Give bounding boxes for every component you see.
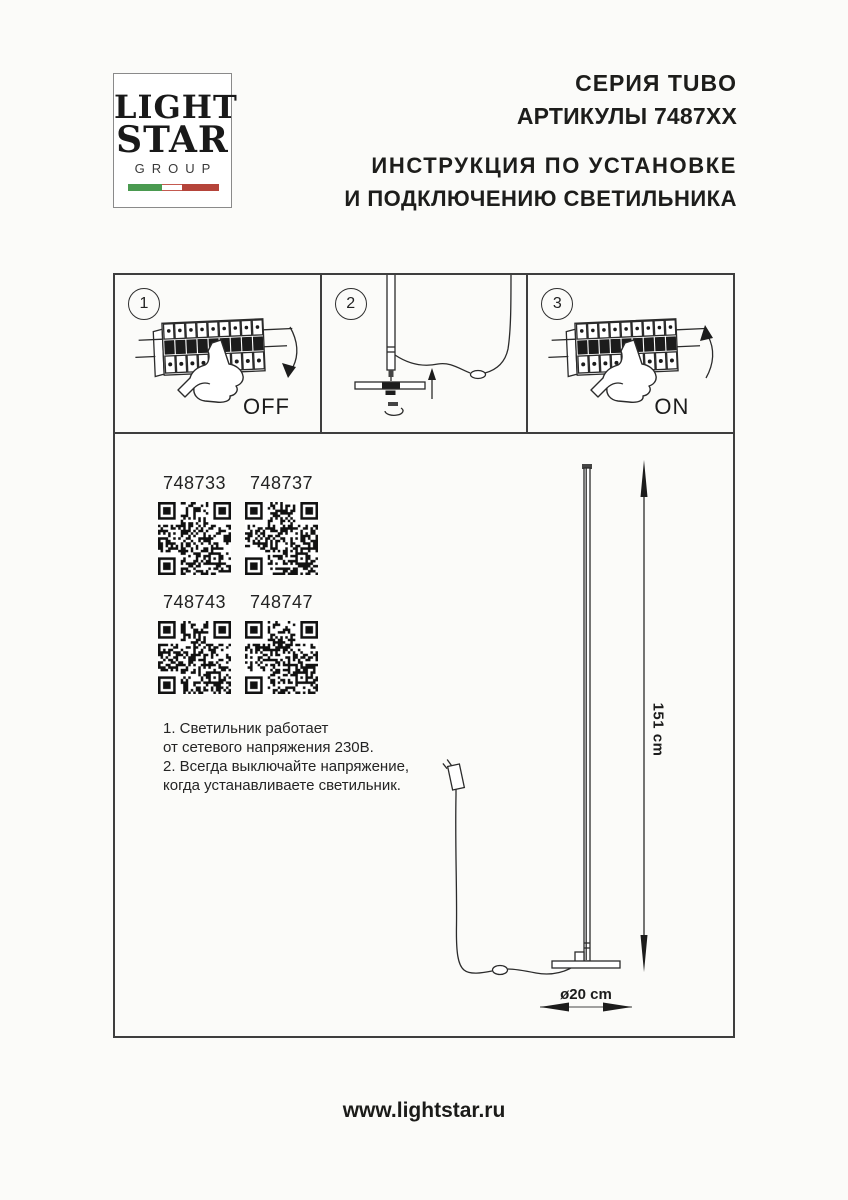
instruction-title-line2: И ПОДКЛЮЧЕНИЮ СВЕТИЛЬНИКА xyxy=(344,186,737,211)
product-qr-grid xyxy=(158,473,318,694)
qr-code xyxy=(245,621,318,694)
product-item xyxy=(245,473,318,575)
instruction-title-line1: ИНСТРУКЦИЯ ПО УСТАНОВКЕ xyxy=(371,153,737,178)
qr-code xyxy=(158,621,231,694)
flag-white-segment xyxy=(162,184,182,191)
articles-title: АРТИКУЛЫ 7487XX xyxy=(516,103,737,129)
step-number-badge: 3 xyxy=(541,288,573,320)
website-url: www.lightstar.ru xyxy=(342,1099,506,1122)
power-cord xyxy=(442,757,578,974)
power-plug xyxy=(442,757,464,791)
arrow-up-curved-icon xyxy=(700,325,713,378)
cord-switch xyxy=(470,371,485,379)
logo-word-light: LIGHT xyxy=(114,88,238,126)
step-panel-1 xyxy=(115,275,320,432)
qr-code xyxy=(158,502,231,575)
lamp-pole xyxy=(387,275,395,381)
note-line: когда устанавливаете светильник. xyxy=(163,777,401,794)
product-code-label: 748743 xyxy=(162,592,227,612)
height-dimension-label: 151 cm xyxy=(649,702,667,757)
diameter-dimension-label: ø20 cm xyxy=(560,986,612,1003)
power-cord xyxy=(395,275,511,379)
base-plate xyxy=(552,961,620,968)
floor-lamp-diagram xyxy=(440,455,680,1020)
flag-red-segment xyxy=(182,184,219,191)
off-label: OFF xyxy=(243,394,290,419)
on-label: ON xyxy=(654,394,690,419)
logo-word-group: GROUP xyxy=(134,161,218,177)
product-item xyxy=(158,473,231,575)
step-panel-3 xyxy=(528,275,733,432)
step-number-badge: 1 xyxy=(128,288,160,320)
product-code-label: 748747 xyxy=(249,592,314,612)
note-line: от сетевого напряжения 230В. xyxy=(163,739,374,756)
series-title: СЕРИЯ TUBO xyxy=(575,70,737,96)
steps-row xyxy=(115,275,733,434)
note-line: 1. Светильник работает xyxy=(163,720,329,737)
height-dimension-line xyxy=(641,460,648,972)
qr-code xyxy=(245,502,318,575)
cord-switch xyxy=(493,966,508,975)
note-line: 2. Всегда выключайте напряжение, xyxy=(163,758,410,775)
logo-word-star: STAR xyxy=(116,119,229,161)
diameter-dimension-arrow xyxy=(540,1003,632,1012)
lamp-pole xyxy=(575,464,592,963)
product-code-label: 748737 xyxy=(249,473,314,493)
step-panel-2 xyxy=(320,275,529,432)
product-item xyxy=(245,592,318,694)
arrow-down-icon xyxy=(282,327,297,378)
safety-notes xyxy=(163,719,409,795)
lightstar-logo xyxy=(113,73,238,208)
step-number-badge: 2 xyxy=(335,288,367,320)
arrow-up-icon xyxy=(428,368,436,399)
product-code-label: 748733 xyxy=(162,473,227,493)
fixing-screw xyxy=(385,402,403,415)
italian-flag-bar xyxy=(128,184,219,191)
product-item xyxy=(158,592,231,694)
flag-green-segment xyxy=(128,184,162,191)
base-plate xyxy=(355,382,425,395)
